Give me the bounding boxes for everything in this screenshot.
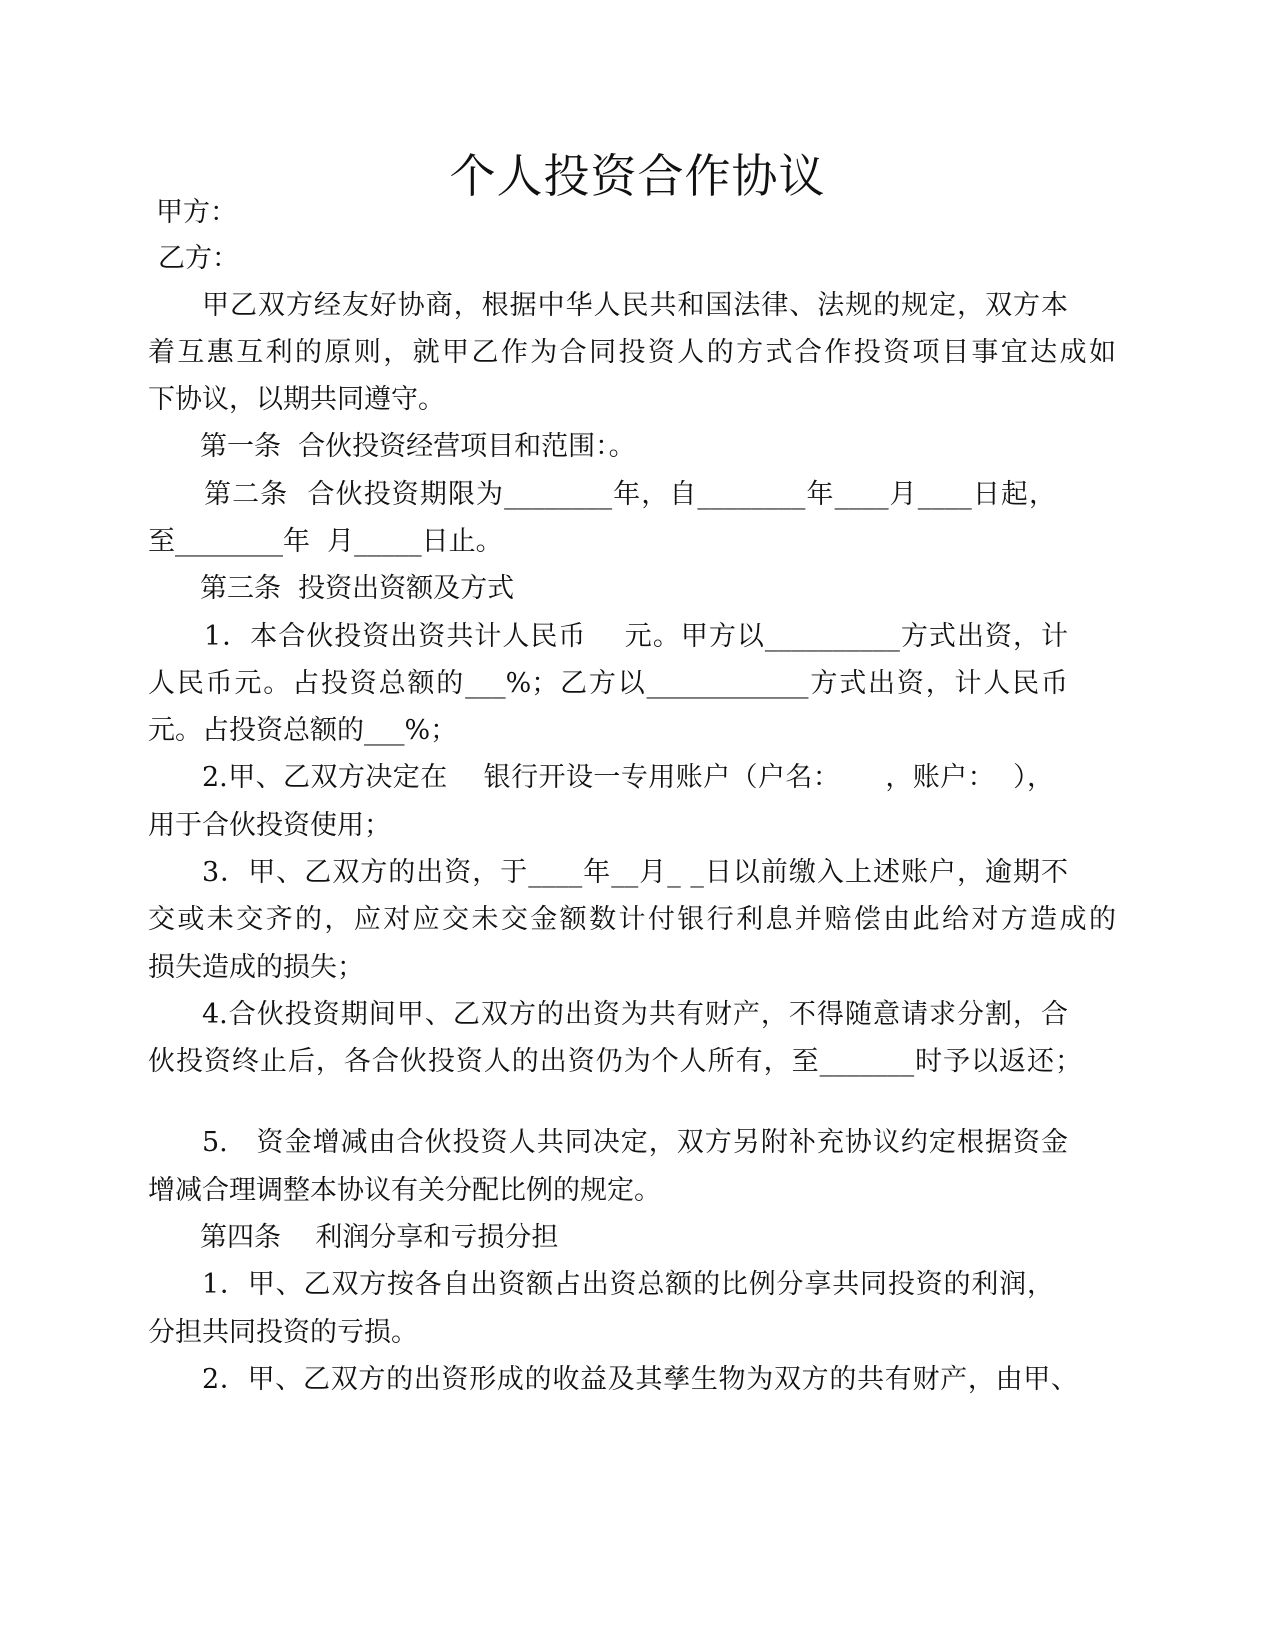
article-2-line: 第二条 合伙投资期限为________年，自________年____月____日起， — [204, 479, 1056, 510]
clause-line: 损失造成的损失； — [148, 952, 364, 983]
clause-line: 交或未交齐的，应对应交未交金额数计付银行利息并赔偿由此给对方造成的 — [148, 904, 1116, 935]
document-title: 个人投资合作协议 — [449, 149, 826, 203]
clause-line: 人民币元。占投资总额的___%；乙方以____________方式出资，计人民币 — [148, 668, 1068, 699]
paragraph-line: 着互惠互利的原则，就甲乙作为合同投资人的方式合作投资项目事宜达成如 — [148, 337, 1116, 368]
clause-line: 2.甲、乙双方决定在 银行开设一专用账户（户名： ，账户： ）， — [202, 762, 1054, 793]
clause-line: 3．甲、乙双方的出资，于____年__月_ _日以前缴入上述账户，逾期不 — [202, 857, 1068, 888]
paragraph-line: 下协议，以期共同遵守。 — [148, 384, 445, 415]
clause-line: 5. 资金增减由合伙投资人共同决定，双方另附补充协议约定根据资金 — [202, 1127, 1068, 1158]
clause-line: 伙投资终止后，各合伙投资人的出资仍为个人所有，至_______时予以返还； — [148, 1046, 1082, 1077]
clause-line: 元。占投资总额的___%； — [148, 715, 458, 746]
clause-line: 1．甲、乙双方按各自出资额占出资总额的比例分享共同投资的利润， — [202, 1269, 1054, 1300]
clause-line: 增减合理调整本协议有关分配比例的规定。 — [148, 1175, 661, 1206]
clause-line: 4.合伙投资期间甲、乙双方的出资为共有财产，不得随意请求分割，合 — [202, 999, 1068, 1030]
party-b-label: 乙方： — [158, 243, 239, 274]
article-2-line: 至________年 月_____日止。 — [148, 526, 503, 557]
clause-line: 用于合伙投资使用； — [148, 810, 391, 841]
article-1-heading: 第一条 合伙投资经营项目和范围：。 — [200, 431, 636, 462]
clause-line: 分担共同投资的亏损。 — [148, 1317, 418, 1348]
clause-line: 2．甲、乙双方的出资形成的收益及其孳生物为双方的共有财产，由甲、 — [202, 1364, 1078, 1395]
clause-line: 1．本合伙投资出资共计人民币 元。甲方以__________方式出资，计 — [204, 621, 1068, 652]
article-4-heading: 第四条 利润分享和亏损分担 — [200, 1222, 559, 1253]
paragraph-line: 甲乙双方经友好协商，根据中华人民共和国法律、法规的规定，双方本 — [202, 290, 1068, 321]
party-a-label: 甲方： — [156, 197, 237, 228]
article-3-heading: 第三条 投资出资额及方式 — [200, 573, 515, 604]
